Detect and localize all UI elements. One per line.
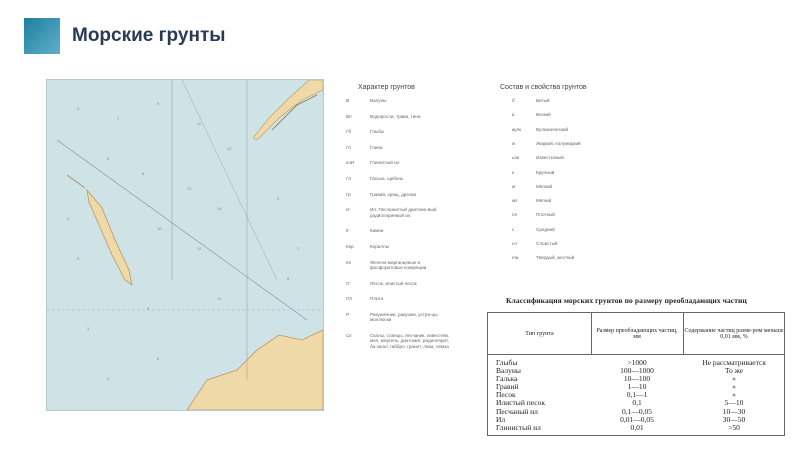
- classification-title: Классификация морских грунтов по размеру преобладающих частиц: [506, 296, 747, 305]
- legend-abbr: Гр: [346, 191, 351, 197]
- table-cell-fine: »: [732, 390, 736, 400]
- table-cell-type: Валуны: [496, 366, 521, 376]
- legend-abbr: В: [346, 98, 350, 103]
- legend-abbr: Гб: [346, 129, 352, 135]
- table-cell-fine: 30—50: [722, 414, 746, 424]
- table-cell-size: 0,1: [632, 398, 642, 408]
- header-type: Тип грунта: [525, 330, 554, 337]
- legend-abbr: глИ: [346, 160, 355, 166]
- legend-abbr: К: [346, 228, 349, 234]
- legend-right-header: Состав и свойства грунтов: [500, 84, 587, 91]
- svg-text:13: 13: [187, 186, 192, 191]
- legend-abbr: И: [346, 207, 350, 213]
- legend-desc: Ракушечник, ракушки, устри-цы, моллюски: [370, 311, 439, 323]
- header-size: Размер преобладающих частиц, мм: [596, 327, 678, 340]
- legend-abbr: б: [512, 98, 515, 103]
- table-cell-type: Илистый песок: [496, 398, 545, 408]
- svg-text:12: 12: [227, 146, 232, 151]
- legend-desc: Плита: [370, 296, 384, 302]
- svg-text:12: 12: [197, 246, 202, 251]
- legend-abbr: м: [512, 183, 516, 189]
- svg-text:5: 5: [77, 256, 80, 261]
- legend-desc: Галька, щебень: [370, 176, 404, 181]
- svg-text:6: 6: [107, 156, 110, 161]
- legend-abbr: Вп: [346, 113, 352, 119]
- svg-text:10: 10: [157, 226, 162, 231]
- svg-text:4: 4: [107, 376, 110, 381]
- table-cell-fine: >50: [728, 422, 740, 432]
- svg-text:4: 4: [77, 106, 80, 111]
- legend-abbr: Ск: [346, 332, 352, 338]
- table-cell-fine: То же: [724, 366, 744, 376]
- title-accent-square: [24, 18, 60, 54]
- legend-desc: Известковый: [536, 155, 564, 161]
- legend-abbr: тв: [512, 255, 519, 261]
- legend-abbr: изв: [512, 155, 520, 161]
- legend-abbr: Пл: [346, 296, 352, 302]
- classification-header-row: [488, 313, 784, 355]
- legend-desc: Кораллы: [370, 243, 390, 249]
- table-cell-type: Галька: [496, 374, 518, 384]
- legend-left-header: Характер грунтов: [358, 84, 415, 91]
- legend-desc: Глина: [370, 144, 383, 150]
- svg-text:3: 3: [87, 326, 90, 331]
- svg-text:9: 9: [277, 196, 280, 201]
- legend-abbr: Кор: [346, 243, 354, 249]
- svg-text:6: 6: [157, 356, 160, 361]
- legend-abbr: Гл: [346, 176, 351, 181]
- legend-desc: Мелкий: [536, 183, 553, 189]
- legend-desc: Валуны: [370, 98, 387, 103]
- legend-abbr: мг: [512, 198, 518, 204]
- legend-desc: Глыбы: [370, 129, 385, 135]
- legend-desc: Битый: [536, 98, 550, 103]
- table-cell-fine: »: [732, 382, 736, 392]
- column-fine: [684, 359, 784, 432]
- table-cell-type: Глинистый ил: [496, 422, 541, 432]
- legend-abbr: вулк: [512, 126, 522, 132]
- legend-abbr: пл: [512, 212, 518, 218]
- legend-desc: Железо-марганцевые и фосфоритовые конкреции: [370, 259, 427, 270]
- table-cell-size: 0,1—0,05: [622, 406, 652, 416]
- table-cell-size: 100—1000: [620, 366, 654, 376]
- legend-abbr: Гл: [346, 144, 351, 150]
- chart-drawing: [47, 80, 323, 410]
- table-cell-size: 0,01—0,05: [620, 414, 654, 424]
- column-type: [496, 359, 591, 432]
- legend-desc: Жидкий, полужидкий: [536, 140, 581, 146]
- legend-abbr: П: [346, 280, 350, 286]
- classification-table: [487, 312, 785, 436]
- svg-text:7: 7: [117, 116, 120, 121]
- legend-abbr: Кк: [346, 259, 351, 265]
- legend-desc: Слоистый: [536, 241, 558, 246]
- svg-text:11: 11: [197, 121, 202, 126]
- table-cell-type: Гравий: [496, 382, 519, 392]
- table-cell-size: 10—100: [623, 374, 651, 384]
- slide-title: Морские грунты: [72, 25, 226, 46]
- legend-abbr: ж: [512, 140, 516, 146]
- table-cell-size: 0,01: [630, 422, 644, 432]
- legend-desc: Гравий, хрящ, дресва: [370, 191, 417, 197]
- legend-abbr: сл: [512, 241, 517, 246]
- table-cell-fine: Не рассматривается: [702, 358, 766, 367]
- table-cell-type: Песок: [496, 390, 516, 400]
- legend-desc: Средний: [536, 226, 555, 232]
- legend-desc: Песок, илистый песок: [370, 280, 417, 286]
- legend-desc: Вязкий: [536, 112, 551, 118]
- legend-desc: Плотный: [536, 212, 555, 218]
- svg-text:14: 14: [217, 206, 222, 211]
- legend-desc: Мягкий: [536, 198, 552, 204]
- legend-abbr: Р: [346, 311, 350, 317]
- table-cell-size: 1—10: [627, 382, 647, 392]
- table-cell-type: Ил: [496, 414, 506, 424]
- legend-desc: Водоросли, трава, тина: [370, 113, 421, 119]
- table-cell-type: Глыбы: [496, 358, 518, 367]
- legend-abbr: с: [512, 226, 515, 232]
- legend-desc: Твердый, жесткий: [536, 255, 575, 261]
- legend-desc: Скалы, сланцы, песчаник, известняк, мел, мергель, диатомит, радиолярит, ба-зальт, габбро, гранит, лава, пемза: [370, 332, 450, 349]
- table-cell-fine: 10—30: [722, 406, 746, 416]
- table-cell-size: 0,1—1: [626, 390, 648, 400]
- legend-desc: Глинистый ил: [370, 160, 400, 166]
- nautical-chart-image: [46, 79, 324, 411]
- table-cell-size: >1000: [627, 358, 647, 367]
- svg-text:8: 8: [142, 171, 145, 176]
- legend-desc: Крупный: [536, 169, 555, 175]
- legend-abbr: к: [512, 169, 515, 175]
- table-cell-fine: 5—10: [724, 398, 744, 408]
- svg-text:4: 4: [67, 216, 70, 221]
- legend-abbr: в: [512, 112, 515, 118]
- svg-text:7: 7: [297, 246, 300, 251]
- legend-desc: Ил. Песчанистый диатомо-вый, радиоляриевый ил: [370, 207, 438, 218]
- svg-text:8: 8: [147, 306, 150, 311]
- svg-text:11: 11: [217, 296, 222, 301]
- header-fine: Содержание частиц разме-ром меньше 0,01 мм, %: [684, 327, 784, 340]
- table-cell-type: Песчаный ил: [496, 406, 538, 416]
- svg-text:8: 8: [287, 276, 290, 281]
- column-size: [592, 359, 682, 432]
- table-cell-fine: »: [732, 374, 736, 384]
- legend-desc: Вулканический: [536, 126, 569, 132]
- svg-text:9: 9: [157, 101, 160, 106]
- legend-desc: Камни: [370, 228, 384, 234]
